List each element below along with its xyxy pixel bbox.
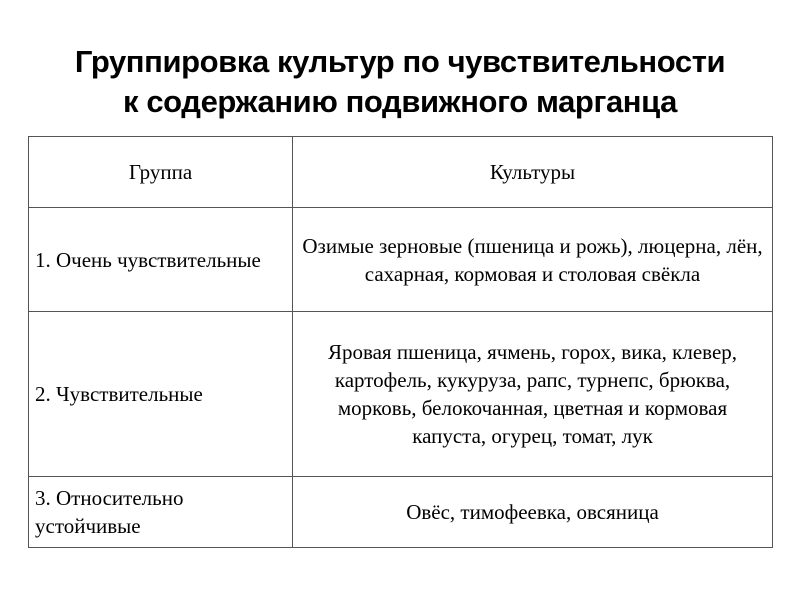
- table-row: [29, 477, 773, 548]
- column-header-group: Группа: [29, 137, 293, 208]
- slide-title-line-1: Группировка культур по чувствительности: [74, 44, 726, 79]
- crops-cell: Озимые зерновые (пшеница и рожь), люцерна, лён, сахарная, кормовая и столовая свёкла: [293, 208, 773, 312]
- crop-groups-table: [28, 136, 773, 548]
- crops-cell: Яровая пшеница, ячмень, горох, вика, клевер, картофель, кукуруза, рапс, турнепс, брюква, морковь, белокочанная, цветная и кормовая капуста, огурец, томат, лук: [293, 312, 773, 477]
- slide-title: [0, 42, 800, 122]
- slide-title-line-2: к содержанию подвижного марганца: [123, 84, 677, 119]
- group-cell: 1. Очень чувствительные: [29, 208, 293, 312]
- table-row: [29, 208, 773, 312]
- table-row: [29, 312, 773, 477]
- group-cell: 2. Чувствительные: [29, 312, 293, 477]
- group-cell: 3. Относительно устойчивые: [29, 477, 293, 548]
- column-header-crops: Культуры: [293, 137, 773, 208]
- table-header-row: [29, 137, 773, 208]
- crops-cell: Овёс, тимофеевка, овсяница: [293, 477, 773, 548]
